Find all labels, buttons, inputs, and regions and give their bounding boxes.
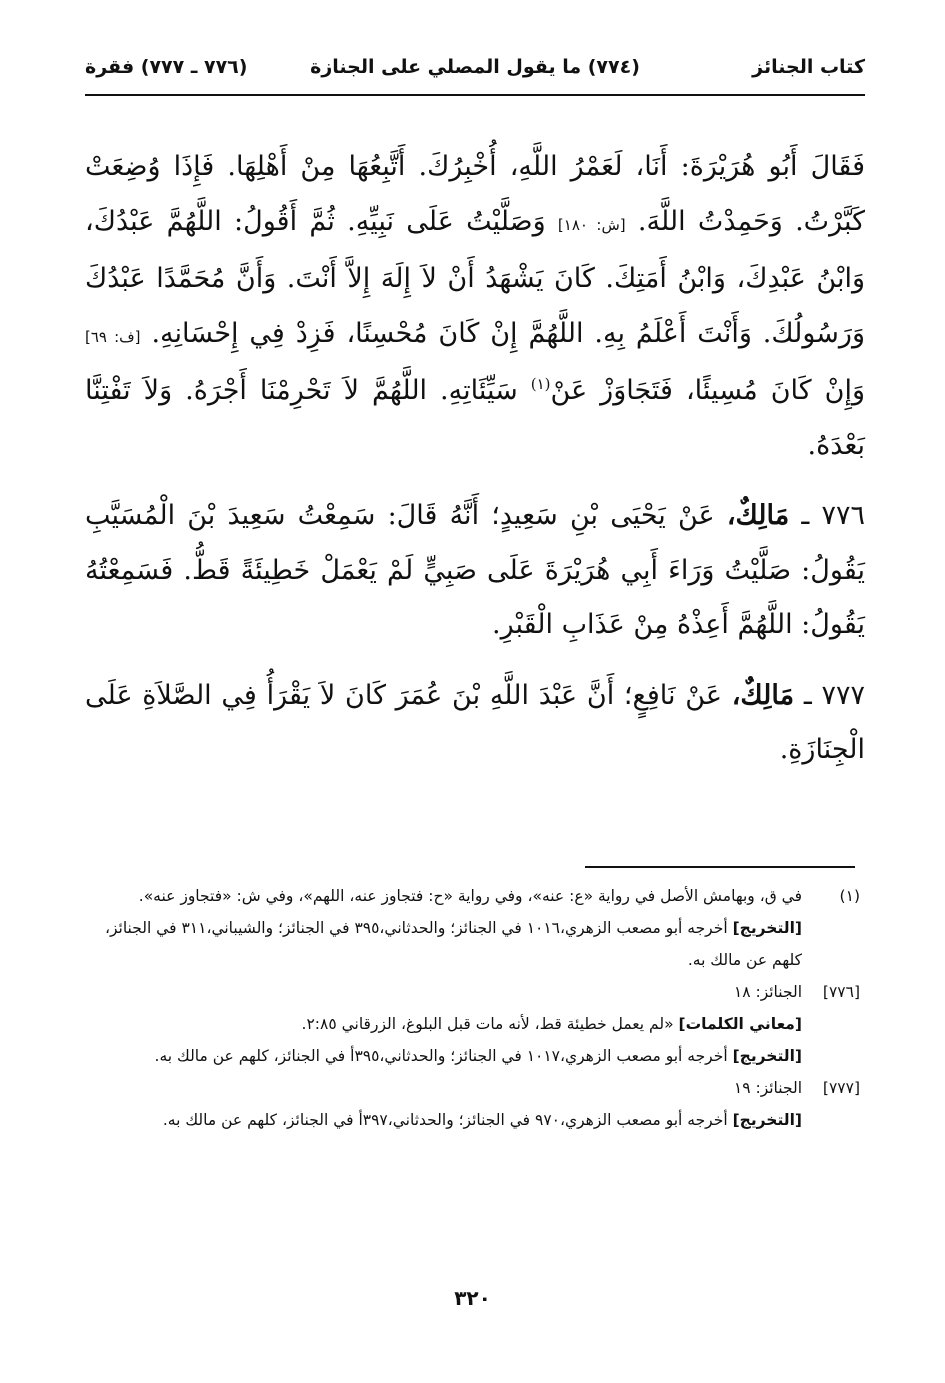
takhrij-line bbox=[85, 912, 802, 976]
main-text bbox=[85, 140, 865, 794]
word-meanings-tag: [معاني الكلمات] bbox=[678, 1015, 802, 1033]
edition-marker-sh: [ش: ١٨٠] bbox=[557, 215, 626, 234]
header-paragraph-range: (٧٧٦ ـ ٧٧٧) فقرة bbox=[85, 56, 248, 78]
hadith-777 bbox=[85, 669, 865, 778]
footnote-label: [٧٧٧] bbox=[822, 1079, 860, 1097]
takhrij-text: أخرجه أبو مصعب الزهري،١٠١٦ في الجنائز؛ والحدثاني،٣٩٥ في الجنائز؛ والشيباني،٣١١ في الجنائز، كلهم عن مالك به. bbox=[104, 919, 802, 969]
footnote-divider bbox=[585, 866, 855, 868]
hadith-776 bbox=[85, 489, 865, 653]
hadith-text: عَنْ نَافِعٍ؛ أَنَّ عَبْدَ اللَّهِ بْنَ عُمَرَ كَانَ لاَ يَقْرَأُ فِي الصَّلاَةِ عَلَى الْجِنَازَةِ. bbox=[85, 679, 865, 765]
header-book-title: كتاب الجنائز bbox=[752, 56, 865, 78]
source-reference: الجنائز: ١٩ bbox=[733, 1079, 802, 1097]
word-meanings-text: «لم يعمل خطيئة قط، لأنه مات قبل البلوغ، الزرقاني ٢:٨٥. bbox=[301, 1015, 674, 1033]
text-segment: وَإِنْ كَانَ مُسِيئًا، فَتَجَاوَزْ عَنْ bbox=[550, 375, 865, 406]
page-number: ٣٢٠ bbox=[454, 1286, 491, 1310]
footnote-1 bbox=[85, 880, 860, 976]
takhrij-line bbox=[85, 1104, 802, 1136]
source-reference: الجنائز: ١٨ bbox=[733, 983, 802, 1001]
footnote-label: (١) bbox=[839, 887, 860, 905]
takhrij-tag: [التخريج] bbox=[732, 1111, 802, 1129]
footnote-reference[interactable]: (١) bbox=[530, 375, 551, 393]
running-header bbox=[85, 44, 865, 96]
text-segment: وَصَلَّيْتُ عَلَى نَبِيِّهِ. ثُمَّ أَقُولُ: اللَّهُمَّ عَبْدُكَ، وَابْنُ عَبْدِكَ، وَابْنُ أَمَتِكَ. كَانَ يَشْهَدُ أَنْ لاَ إِلَهَ إِلاَّ أَنْتَ. وَأَنَّ مُحَمَّدًا عَبْدُكَ وَرَسُولُكَ. وَأَنْتَ أَعْلَمُ بِهِ. اللَّهُمَّ إِنْ كَانَ مُحْسِنًا، فَزِدْ فِي إِحْسَانِهِ. bbox=[85, 205, 865, 349]
footnote-776 bbox=[85, 976, 860, 1072]
text-segment: فَقَالَ أَبُو هُرَيْرَةَ: أَنَا، لَعَمْرُ اللَّهِ، أُخْبِرُكَ. أَتَّبِعُهَا مِنْ أَهْلِهَا. فَإِذَا وُضِعَتْ كَبَّرْتُ. وَحَمِدْتُ اللَّهَ. bbox=[85, 151, 865, 237]
takhrij-tag: [التخريج] bbox=[732, 919, 802, 937]
header-chapter-title: (٧٧٤) ما يقول المصلي على الجنازة bbox=[310, 56, 640, 78]
footnote-text: في ق، وبهامش الأصل في رواية «ع: عنه»، وفي رواية «ح: فتجاوز عنه، اللهم»، وفي ش: «فتجاوز عنه». bbox=[138, 887, 802, 905]
edition-marker-f: [ف: ٦٩] bbox=[85, 327, 141, 346]
hadith-text: عَنْ يَحْيَى بْنِ سَعِيدٍ؛ أَنَّهُ قَالَ: سَمِعْتُ سَعِيدَ بْنَ الْمُسَيَّبِ يَقُولُ: صَلَّيْتُ وَرَاءَ أَبِي هُرَيْرَةَ عَلَى صَبِيٍّ لَمْ يَعْمَلْ خَطِيئَةً قَطُّ. فَسَمِعْتُهُ يَقُولُ: اللَّهُمَّ أَعِذْهُ مِنْ عَذَابِ الْقَبْرِ. bbox=[85, 500, 865, 640]
narrator-name: مَالِكٌ، bbox=[731, 679, 795, 711]
footnotes bbox=[85, 880, 860, 1136]
hadith-number: ٧٧٧ ـ bbox=[803, 679, 865, 711]
paragraph-continuation bbox=[85, 140, 865, 473]
takhrij-text: أخرجه أبو مصعب الزهري،٩٧٠ في الجنائز؛ والحدثاني،٣٩٧أ في الجنائز، كلهم عن مالك به. bbox=[162, 1111, 728, 1129]
word-meanings-line bbox=[85, 1008, 802, 1040]
footnote-777 bbox=[85, 1072, 860, 1136]
narrator-name: مَالِكٌ، bbox=[726, 500, 790, 531]
footnote-label: [٧٧٦] bbox=[822, 983, 860, 1001]
hadith-number: ٧٧٦ ـ bbox=[801, 500, 865, 531]
text-segment: سَيِّئَاتِهِ. اللَّهُمَّ لاَ تَحْرِمْنَا أَجْرَهُ. وَلاَ تَفْتِنَّا بَعْدَهُ. bbox=[85, 375, 865, 461]
takhrij-text: أخرجه أبو مصعب الزهري،١٠١٧ في الجنائز؛ والحدثاني،٣٩٥أ في الجنائز، كلهم عن مالك به. bbox=[154, 1047, 728, 1065]
takhrij-tag: [التخريج] bbox=[732, 1047, 802, 1065]
takhrij-line bbox=[85, 1040, 802, 1072]
